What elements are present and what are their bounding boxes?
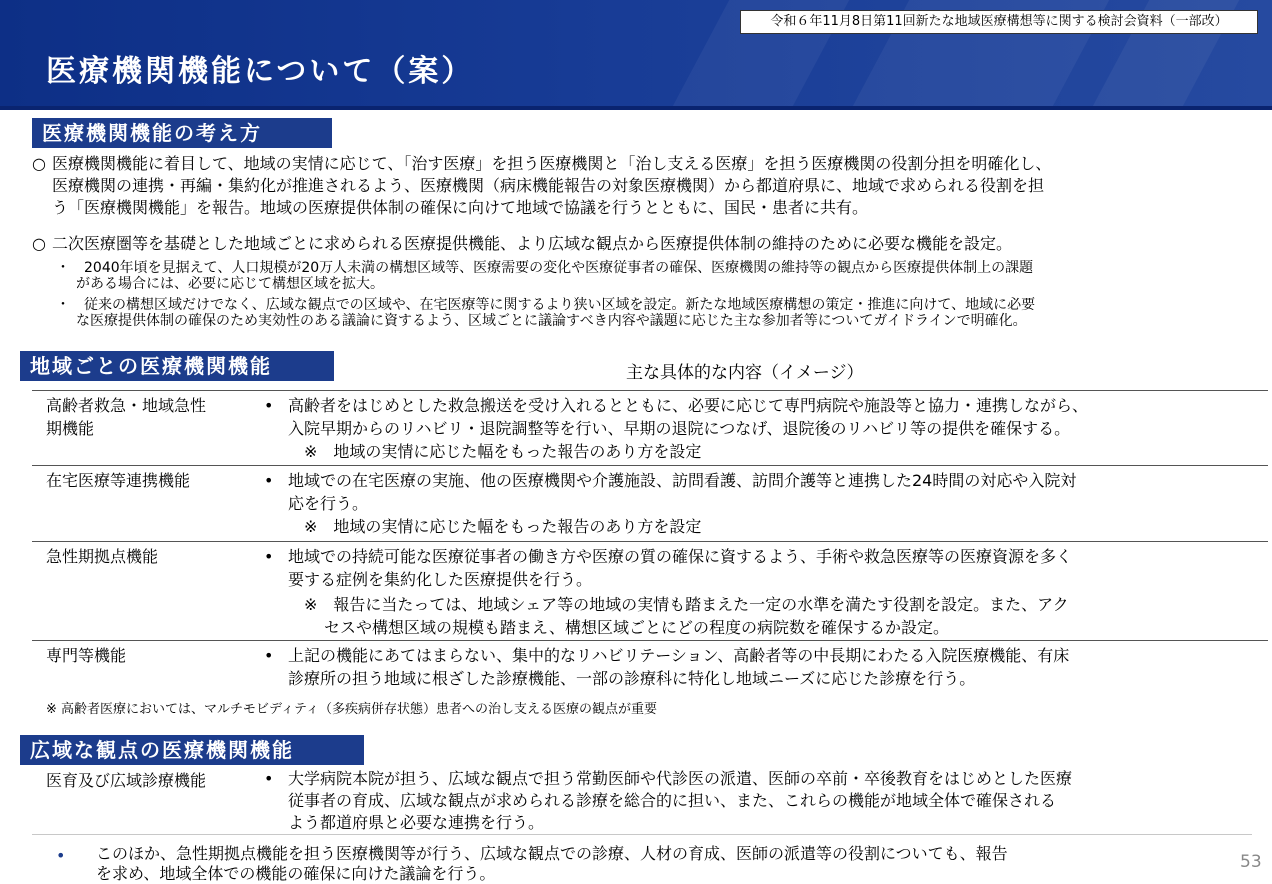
section-heading-concept: 医療機関機能の考え方 — [32, 118, 332, 148]
dot-bullet-icon: ・ — [56, 260, 70, 276]
function-label: 医育及び広域診療機能 — [46, 771, 207, 790]
row-note: ※ 報告に当たっては、地域シェア等の地域の実情も踏まえた一定の水準を満たす役割を設定。また、アク — [304, 595, 1069, 614]
source-note: 令和６年11月8日第11回新たな地域医療構想等に関する検討会資料（一部改） — [740, 10, 1258, 34]
footnote: ※ 高齢者医療においては、マルチモビディティ（多疾病併存状態）患者への治し支える医療の観点が重要 — [46, 702, 657, 717]
bullet-icon: • — [264, 646, 274, 665]
subbullet-line: 2040年頃を見据えて、人口規模が20万人未満の構想区域等、医療需要の変化や医療従事者の確保、医療機関の維持等の観点から医療提供体制上の課題 — [84, 260, 1034, 276]
row-note: ※ 地域の実情に応じた幅をもった報告のあり方を設定 — [304, 442, 702, 461]
divider — [32, 834, 1252, 835]
function-label: 在宅医療等連携機能 — [46, 471, 191, 490]
section-heading-wide-area: 広域な観点の医療機関機能 — [20, 735, 364, 765]
table-divider — [32, 390, 1268, 391]
row-note: ※ 地域の実情に応じた幅をもった報告のあり方を設定 — [304, 517, 702, 536]
page-title: 医療機関機能について（案） — [46, 54, 475, 89]
section-heading-regional: 地域ごとの医療機関機能 — [20, 351, 334, 381]
column-header: 主な具体的な内容（イメージ） — [626, 363, 864, 383]
page-number: 53 — [1240, 852, 1262, 872]
subbullet-line: な医療提供体制の確保のため実効性のある議論に資するよう、区域ごとに議論すべき内容や議題に応じた主な参加者等についてガイドラインで明確化。 — [76, 313, 1027, 329]
bullet-icon: • — [264, 471, 274, 490]
bullet-icon: • — [264, 769, 274, 788]
table-divider — [32, 640, 1268, 641]
function-label: 高齢者救急・地域急性 期機能 — [46, 396, 207, 438]
paragraph-line: 医療機関の連携・再編・集約化が推進されるよう、医療機関（病床機能報告の対象医療機関）から都道府県に、地域で求められる役割を担 — [52, 176, 1045, 195]
dot-bullet-icon: ・ — [56, 297, 70, 313]
table-divider — [32, 465, 1268, 466]
bullet-icon: • — [264, 547, 274, 566]
paragraph-line: う「医療機関機能」を報告。地域の医療提供体制の確保に向けて地域で協議を行うとともに、国民・患者に共有。 — [52, 198, 869, 217]
function-label: 急性期拠点機能 — [46, 547, 159, 566]
circle-bullet-icon: ○ — [32, 154, 46, 173]
circle-bullet-icon: ○ — [32, 234, 46, 253]
subbullet-line: 従来の構想区域だけでなく、広域な観点での区域や、在宅医療等に関するより狭い区域を設定。新たな地域医療構想の策定・推進に向けて、地域に必要 — [84, 297, 1036, 313]
table-divider — [32, 541, 1268, 542]
paragraph-line: 二次医療圏等を基礎とした地域ごとに求められる医療提供機能、より広域な観点から医療提供体制の維持のために必要な機能を設定。 — [52, 234, 1013, 253]
function-label: 専門等機能 — [46, 646, 127, 665]
paragraph-line: 医療機関機能に着目して、地域の実情に応じて、「治す医療」を担う医療機関と「治し支える医療」を担う医療機関の役割分担を明確化し、 — [52, 154, 1052, 173]
bullet-icon: • — [56, 846, 66, 865]
subbullet-line: がある場合には、必要に応じて構想区域を拡大。 — [76, 276, 384, 292]
row-note: セスや構想区域の規模も踏まえ、構想区域ごとにどの程度の病院数を確保するか設定。 — [324, 618, 949, 637]
bullet-icon: • — [264, 396, 274, 415]
